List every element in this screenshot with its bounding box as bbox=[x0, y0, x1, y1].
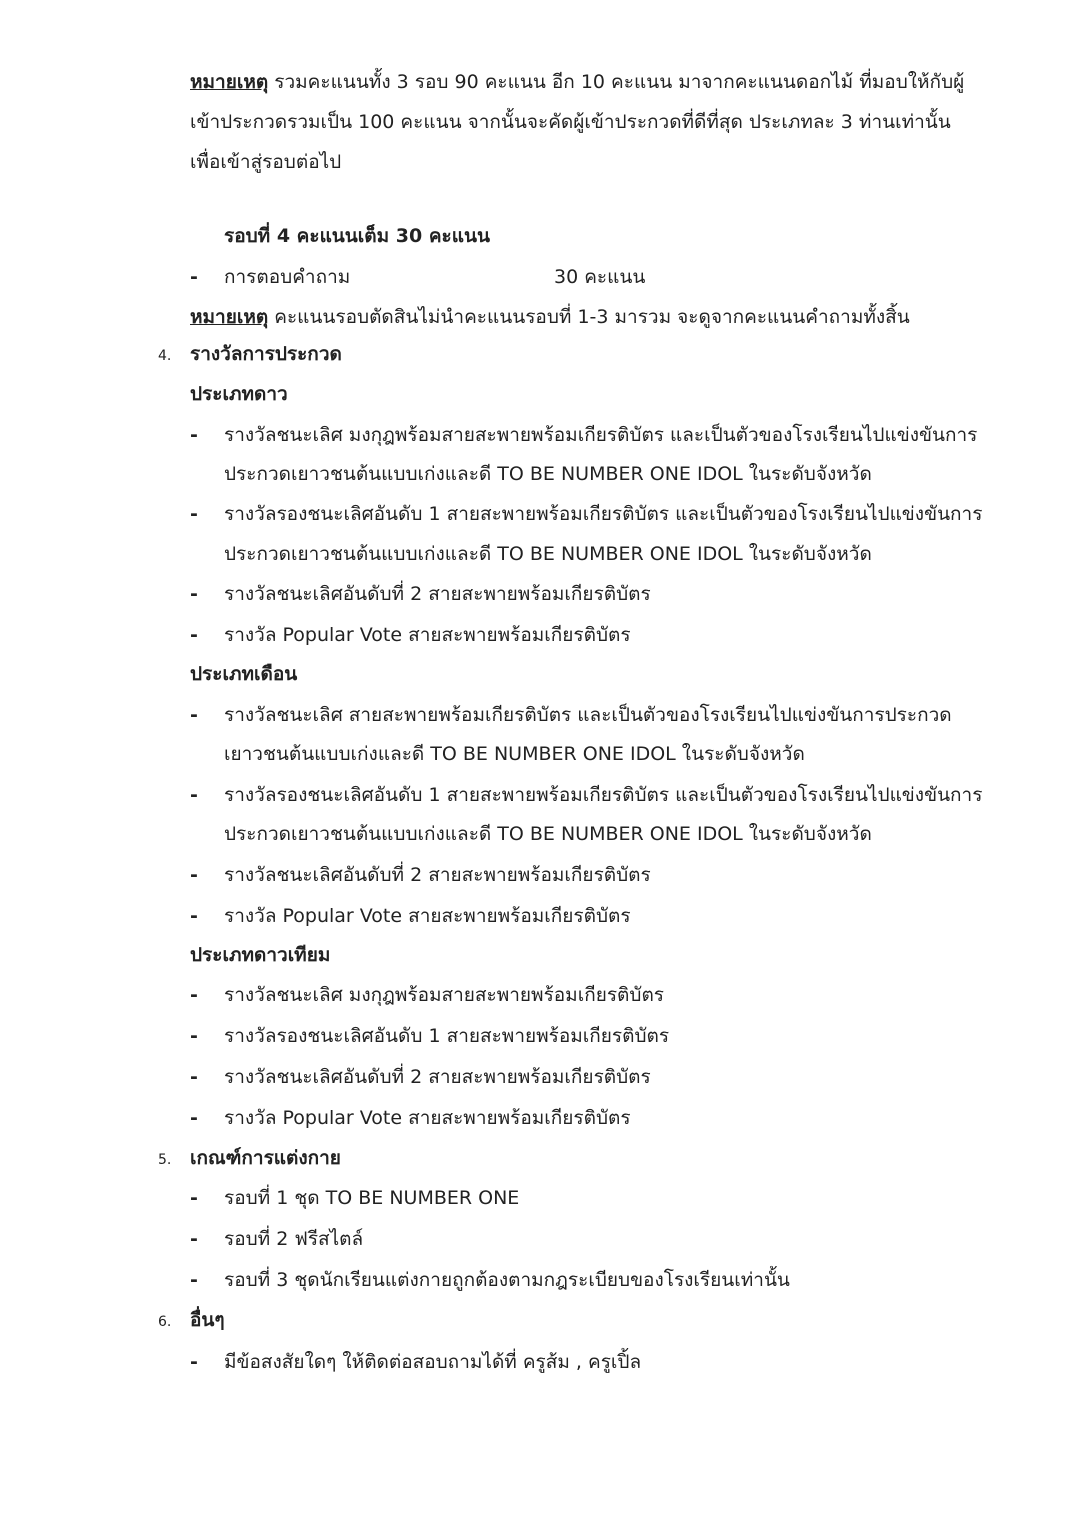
daotiam-item1: รางวัลชนะเลิศ มงกุฎพร้อมสายสะพายพร้อมเกียรติบัตร bbox=[224, 984, 664, 1006]
round4-item-label: การตอบคำถาม bbox=[224, 266, 351, 288]
note2-label: หมายเหตุ bbox=[190, 306, 269, 328]
dao-item2-line2: ประกวดเยาวชนต้นแบบเก่งและดี TO BE NUMBER ONE IDOL ในระดับจังหวัด bbox=[224, 543, 872, 565]
dao-item1-line2: ประกวดเยาวชนต้นแบบเก่งและดี TO BE NUMBER ONE IDOL ในระดับจังหวัด bbox=[224, 463, 872, 485]
note1-line1 bbox=[190, 68, 964, 96]
duean-item4: รางวัล Popular Vote สายสะพายพร้อมเกียรติบัตร bbox=[224, 905, 631, 927]
section5-item3: รอบที่ 3 ชุดนักเรียนแต่งกายถูกต้องตามกฎระเบียบของโรงเรียนเท่านั้น bbox=[224, 1269, 790, 1291]
section5-item1: รอบที่ 1 ชุด TO BE NUMBER ONE bbox=[224, 1187, 520, 1209]
daotiam-item4: รางวัล Popular Vote สายสะพายพร้อมเกียรติบัตร bbox=[224, 1107, 631, 1129]
duean-title: ประเภทเดือน bbox=[190, 663, 298, 685]
section4-title: รางวัลการประกวด bbox=[190, 343, 342, 365]
duean-item1-line2: เยาวชนต้นแบบเก่งและดี TO BE NUMBER ONE IDOL ในระดับจังหวัด bbox=[224, 743, 805, 765]
section6-title: อื่นๆ bbox=[190, 1309, 225, 1331]
bullet: - bbox=[190, 1107, 198, 1129]
bullet: - bbox=[190, 1025, 198, 1047]
dao-item2-line1: รางวัลรองชนะเลิศอันดับ 1 สายสะพายพร้อมเกียรติบัตร และเป็นตัวของโรงเรียนไปแข่งขันการ bbox=[224, 503, 983, 525]
bullet: - bbox=[190, 864, 198, 886]
section6-item1: มีข้อสงสัยใดๆ ให้ติดต่อสอบถามได้ที่ ครูส้ม , ครูเปิ้ล bbox=[224, 1351, 642, 1373]
dao-item1-line1: รางวัลชนะเลิศ มงกุฎพร้อมสายสะพายพร้อมเกียรติบัตร และเป็นตัวของโรงเรียนไปแข่งขันการ bbox=[224, 424, 978, 446]
round4-item bbox=[224, 263, 645, 291]
note1-label: หมายเหตุ bbox=[190, 71, 269, 93]
bullet: - bbox=[190, 905, 198, 927]
duean-item2-line1: รางวัลรองชนะเลิศอันดับ 1 สายสะพายพร้อมเกียรติบัตร และเป็นตัวของโรงเรียนไปแข่งขันการ bbox=[224, 784, 983, 806]
bullet: - bbox=[190, 503, 198, 525]
daotiam-item2: รางวัลรองชนะเลิศอันดับ 1 สายสะพายพร้อมเกียรติบัตร bbox=[224, 1025, 670, 1047]
bullet: - bbox=[190, 704, 198, 726]
daotiam-item3: รางวัลชนะเลิศอันดับที่ 2 สายสะพายพร้อมเกียรติบัตร bbox=[224, 1066, 651, 1088]
note1-line2: เข้าประกวดรวมเป็น 100 คะแนน จากนั้นจะคัดผู้เข้าประกวดที่ดีที่สุด ประเภทละ 3 ท่านเท่านั้น bbox=[190, 111, 951, 133]
round4-item-score: 30 คะแนน bbox=[554, 266, 646, 288]
section5-number: 5. bbox=[158, 1152, 172, 1168]
bullet: - bbox=[190, 1066, 198, 1088]
bullet: - bbox=[190, 1228, 198, 1250]
duean-item1-line1: รางวัลชนะเลิศ สายสะพายพร้อมเกียรติบัตร และเป็นตัวของโรงเรียนไปแข่งขันการประกวด bbox=[224, 704, 952, 726]
dao-item4: รางวัล Popular Vote สายสะพายพร้อมเกียรติบัตร bbox=[224, 624, 631, 646]
note2-line bbox=[190, 303, 910, 331]
dao-title: ประเภทดาว bbox=[190, 383, 288, 405]
note2-text: คะแนนรอบตัดสินไม่นำคะแนนรอบที่ 1-3 มารวม จะดูจากคะแนนคำถามทั้งสิ้น bbox=[274, 306, 910, 328]
note1-text1: รวมคะแนนทั้ง 3 รอบ 90 คะแนน อีก 10 คะแนน มาจากคะแนนดอกไม้ ที่มอบให้กับผู้ bbox=[274, 71, 965, 93]
bullet: - bbox=[190, 583, 198, 605]
dao-item3: รางวัลชนะเลิศอันดับที่ 2 สายสะพายพร้อมเกียรติบัตร bbox=[224, 583, 651, 605]
bullet: - bbox=[190, 1351, 198, 1373]
section5-title: เกณฑ์การแต่งกาย bbox=[190, 1147, 341, 1169]
daotiam-title: ประเภทดาวเทียม bbox=[190, 944, 331, 966]
bullet: - bbox=[190, 424, 198, 446]
section4-number: 4. bbox=[158, 348, 172, 364]
bullet: - bbox=[190, 266, 198, 288]
section6-number: 6. bbox=[158, 1314, 172, 1330]
section5-item2: รอบที่ 2 ฟรีสไตล์ bbox=[224, 1228, 364, 1250]
duean-item2-line2: ประกวดเยาวชนต้นแบบเก่งและดี TO BE NUMBER ONE IDOL ในระดับจังหวัด bbox=[224, 823, 872, 845]
bullet: - bbox=[190, 784, 198, 806]
duean-item3: รางวัลชนะเลิศอันดับที่ 2 สายสะพายพร้อมเกียรติบัตร bbox=[224, 864, 651, 886]
bullet: - bbox=[190, 624, 198, 646]
note1-line3: เพื่อเข้าสู่รอบต่อไป bbox=[190, 151, 342, 173]
bullet: - bbox=[190, 984, 198, 1006]
bullet: - bbox=[190, 1269, 198, 1291]
bullet: - bbox=[190, 1187, 198, 1209]
round4-heading: รอบที่ 4 คะแนนเต็ม 30 คะแนน bbox=[224, 225, 490, 247]
